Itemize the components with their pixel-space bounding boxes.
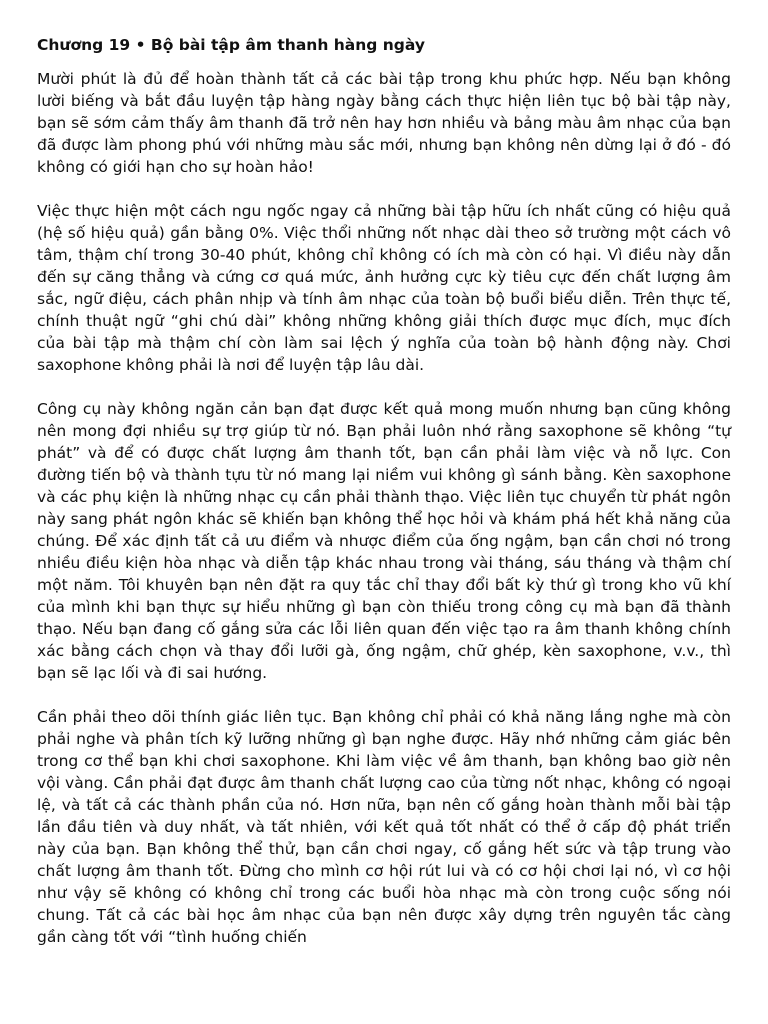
- document-page: [37, 34, 731, 970]
- paragraph-3: Công cụ này không ngăn cản bạn đạt được kết quả mong muốn nhưng bạn cũng không nên mong đợi nhiều sự trợ giúp từ nó. Bạn phải luôn nhớ rằng saxophone sẽ không “tự phát” và để có được chất lượng âm thanh tốt, bạn cần phải làm việc và nỗ lực. Con đường tiến bộ và thành tựu từ nó mang lại niềm vui không gì sánh bằng. Kèn saxophone và các phụ kiện là những nhạc cụ cần phải thành thạo. Việc liên tục chuyển từ phát ngôn này sang phát ngôn khác sẽ khiến bạn không thể học hỏi và khám phá hết khả năng của chúng. Để xác định tất cả ưu điểm và nhược điểm của ống ngậm, bạn cần chơi nó trong nhiều điều kiện hòa nhạc và diễn tập khác nhau trong vài tháng, sáu tháng và thậm chí một năm. Tôi khuyên bạn nên đặt ra quy tắc chỉ thay đổi bất kỳ thứ gì trong kho vũ khí của mình khi bạn thực sự hiểu những gì bạn còn thiếu trong công cụ mà bạn đã thành thạo. Nếu bạn đang cố gắng sửa các lỗi liên quan đến việc tạo ra âm thanh không chính xác bằng cách chọn và thay đổi lưỡi gà, ống ngậm, chữ ghép, kèn saxophone, v.v., thì bạn sẽ lạc lối và đi sai hướng.: [37, 400, 731, 682]
- paragraph-2: Việc thực hiện một cách ngu ngốc ngay cả những bài tập hữu ích nhất cũng có hiệu quả (hệ số hiệu quả) gần bằng 0%. Việc thổi những nốt nhạc dài theo sở trường một cách vô tâm, thậm chí trong 30-40 phút, không chỉ không có ích mà còn có hại. Vì điều này dẫn đến sự căng thẳng và cứng cơ quá mức, ảnh hưởng cực kỳ tiêu cực đến chất lượng âm sắc, ngữ điệu, cách phân nhịp và tính âm nhạc của toàn bộ buổi biểu diễn. Trên thực tế, chính thuật ngữ “ghi chú dài” không những không giải thích được mục đích, mục đích của bài tập mà thậm chí còn làm sai lệch ý nghĩa của toàn bộ hành động này. Chơi saxophone không phải là nơi để luyện tập lâu dài.: [37, 202, 731, 374]
- paragraph-1: Mười phút là đủ để hoàn thành tất cả các bài tập trong khu phức hợp. Nếu bạn không lười biếng và bắt đầu luyện tập hàng ngày bằng cách thực hiện liên tục bộ bài tập này, bạn sẽ sớm cảm thấy âm thanh đã trở nên hay hơn nhiều và bảng màu âm nhạc của bạn đã được làm phong phú với những màu sắc mới, nhưng bạn không nên dừng lại ở đó - đó không có giới hạn cho sự hoàn hảo!: [37, 70, 731, 176]
- chapter-title: Chương 19 • Bộ bài tập âm thanh hàng ngày: [37, 36, 425, 54]
- paragraph-4: Cần phải theo dõi thính giác liên tục. Bạn không chỉ phải có khả năng lắng nghe mà còn phải nghe và phân tích kỹ lưỡng những gì bạn nghe được. Hãy nhớ những cảm giác bên trong cơ thể bạn khi chơi saxophone. Khi làm việc về âm thanh, bạn không bao giờ nên vội vàng. Cần phải đạt được âm thanh chất lượng cao của từng nốt nhạc, không có ngoại lệ, và tất cả các thành phần của nó. Hơn nữa, bạn nên cố gắng hoàn thành mỗi bài tập lần đầu tiên và duy nhất, và tất nhiên, với kết quả tốt nhất có thể ở cấp độ phát triển này của bạn. Bạn không thể thử, bạn cần chơi ngay, cố gắng hết sức và tập trung vào chất lượng âm thanh tốt. Đừng cho mình cơ hội rút lui và có cơ hội chơi lại nó, vì cơ hội như vậy sẽ không có không chỉ trong các buổi hòa nhạc mà còn trong cuộc sống nói chung. Tất cả các bài học âm nhạc của bạn nên được xây dựng trên nguyên tắc càng gần càng tốt với “tình huống chiến: [37, 708, 731, 946]
